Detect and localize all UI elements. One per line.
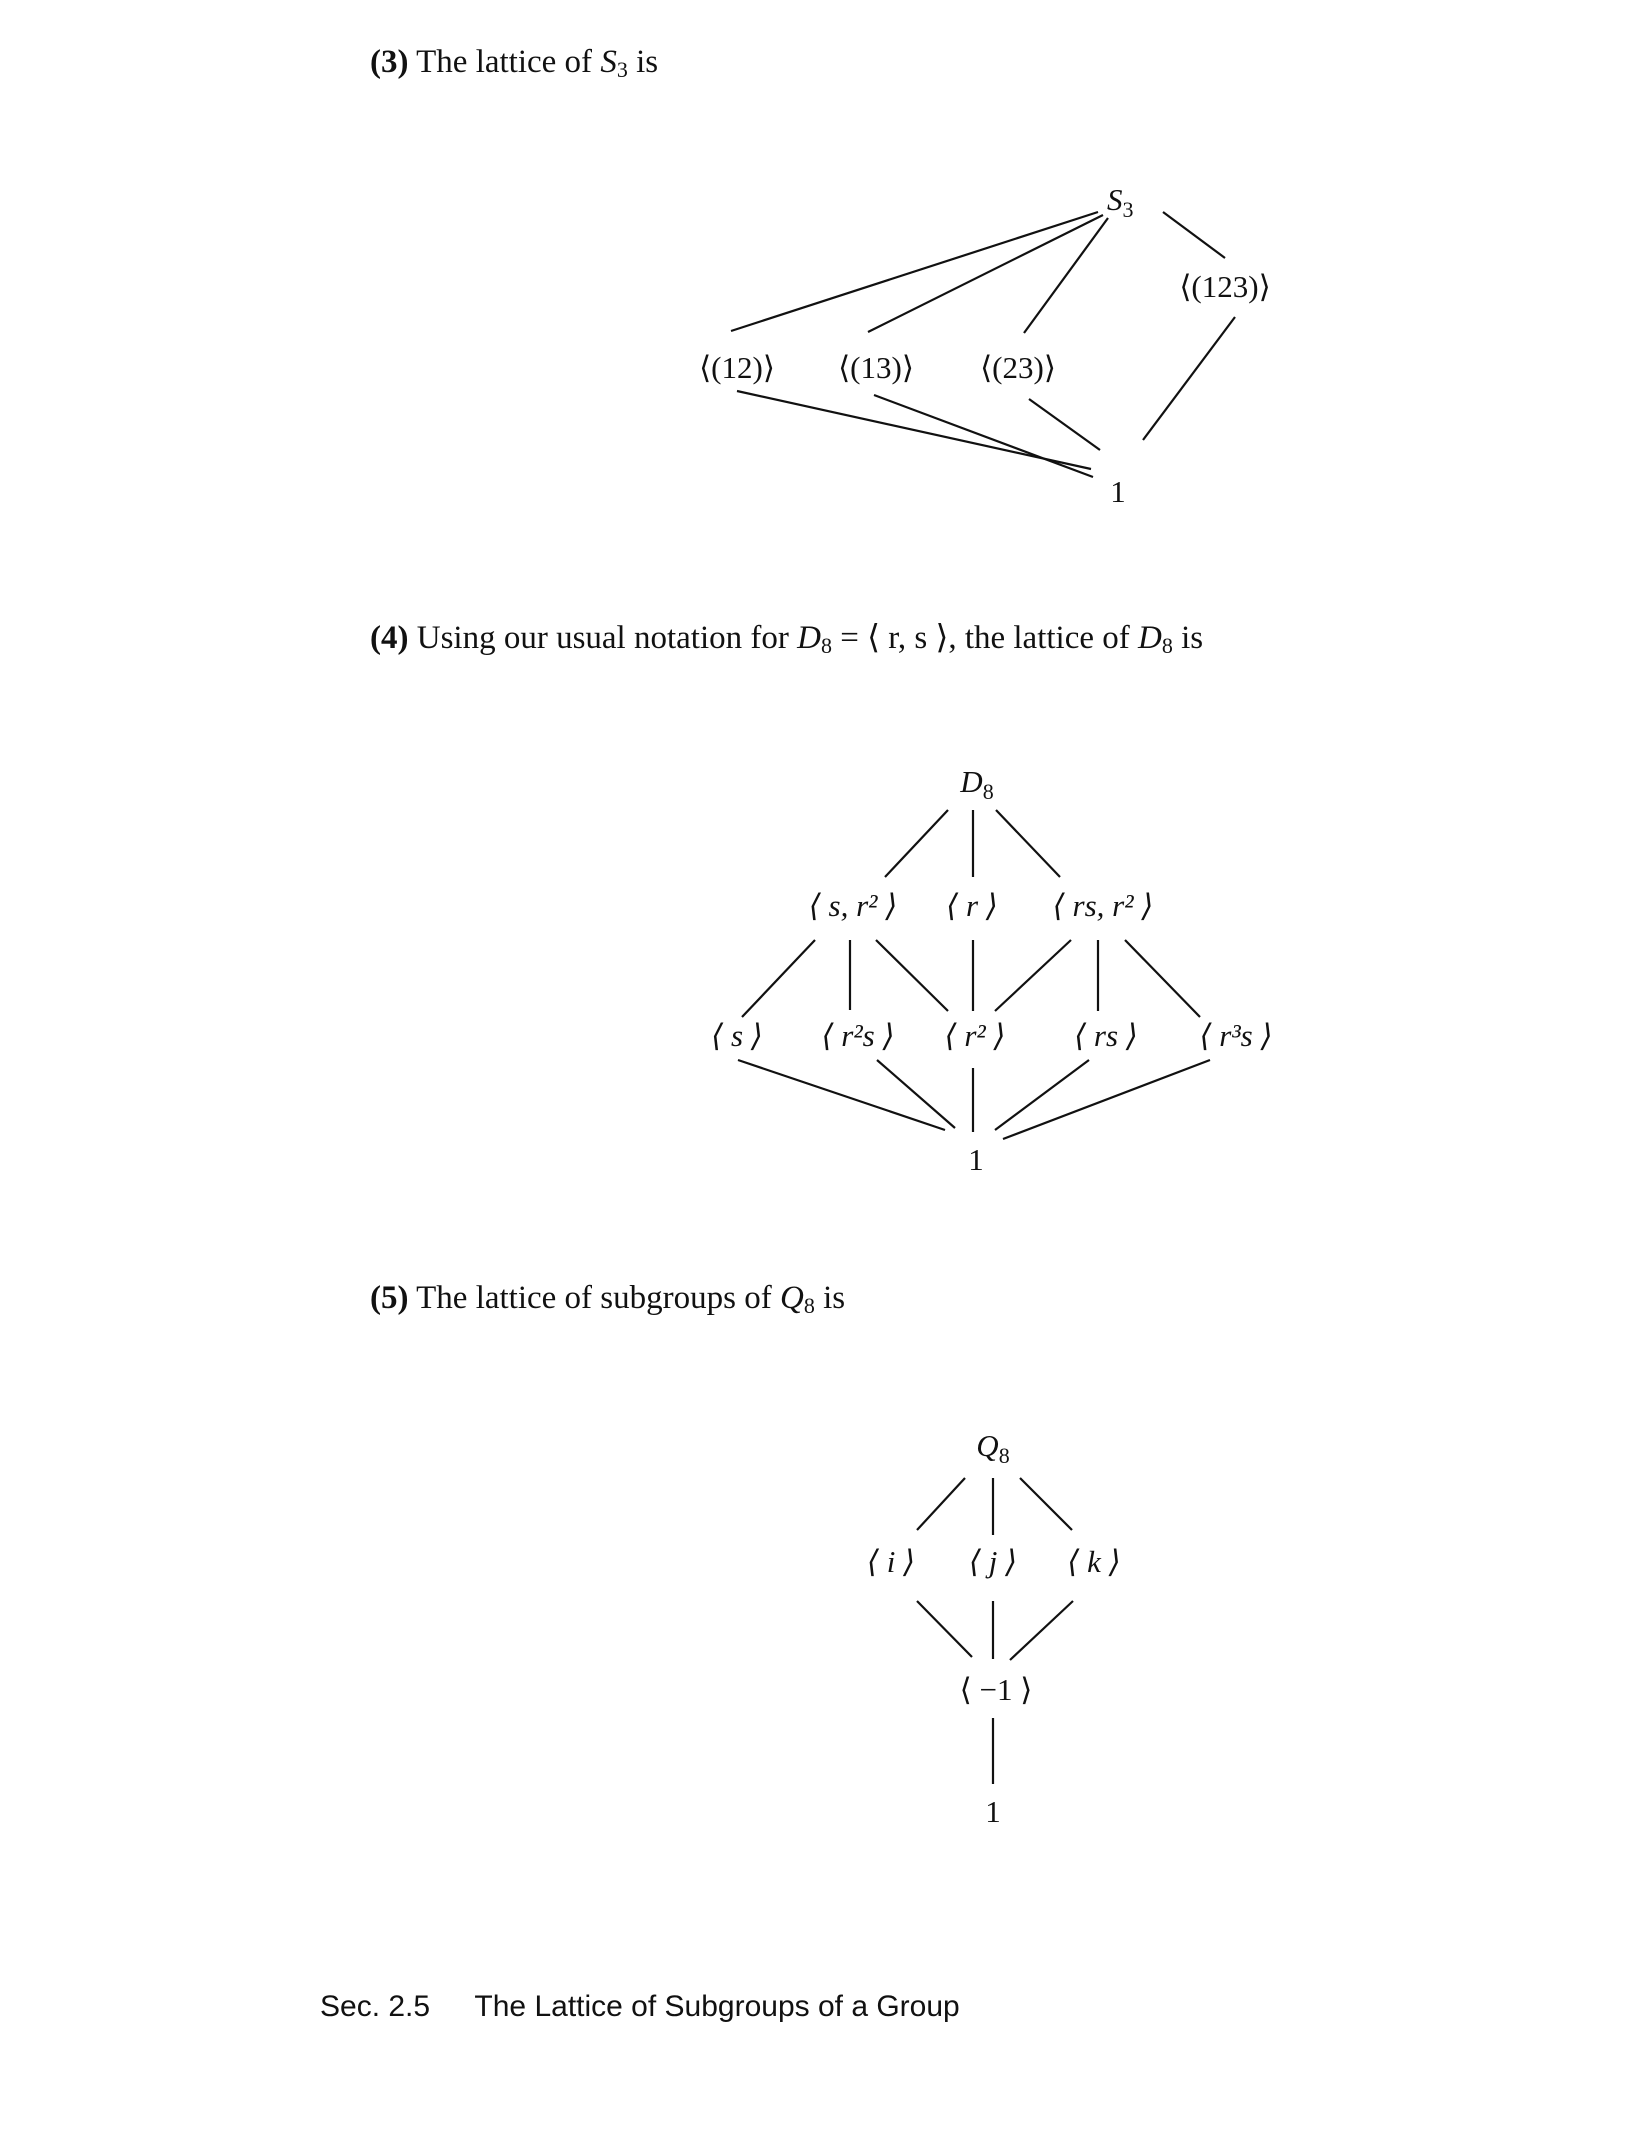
footer-section-title: The Lattice of Subgroups of a Group — [474, 1990, 960, 2023]
page-footer — [320, 1990, 960, 2024]
edge — [995, 940, 1071, 1011]
edge — [742, 940, 815, 1017]
group-subscript: 8 — [820, 633, 832, 658]
edge — [738, 1060, 945, 1130]
heading-text-end: is — [1181, 620, 1204, 656]
edge — [996, 810, 1060, 877]
edge — [876, 940, 948, 1011]
node-minus-one: ⟨ −1 ⟩ — [959, 1672, 1033, 1707]
node-trivial: 1 — [985, 1794, 1001, 1829]
node-rs: ⟨ rs ⟩ — [1074, 1018, 1138, 1053]
node-subgroup-23: ⟨(23)⟩ — [980, 350, 1056, 385]
node-trivial: 1 — [1110, 474, 1126, 509]
presentation-text: = ⟨ r, s ⟩, the lattice of — [840, 620, 1130, 656]
node-d8-top: $D_8$ — [960, 764, 994, 804]
node-i: ⟨ i ⟩ — [866, 1544, 916, 1579]
node-trivial: 1 — [968, 1142, 984, 1177]
lattice-d8 — [711, 764, 1272, 1177]
heading-text: The lattice of — [416, 44, 593, 80]
node-s: ⟨ s ⟩ — [711, 1018, 763, 1053]
edge — [1143, 317, 1235, 440]
node-s-r2: ⟨ s, r² ⟩ — [808, 888, 898, 923]
edge — [1163, 212, 1225, 258]
edge — [1020, 1478, 1072, 1530]
heading-text-end: is — [636, 44, 659, 80]
node-q8-top: $Q_8$ — [976, 1428, 1010, 1468]
edge — [995, 1060, 1089, 1130]
edge — [917, 1478, 965, 1530]
node-r2s: ⟨ r²s ⟩ — [821, 1018, 895, 1053]
edge — [1010, 1601, 1073, 1660]
group-subscript: 3 — [616, 57, 628, 82]
heading-text-end: is — [823, 1280, 846, 1316]
lattice-s3 — [699, 182, 1271, 509]
node-r3s: ⟨ r³s ⟩ — [1199, 1018, 1273, 1053]
node-k: ⟨ k ⟩ — [1067, 1544, 1121, 1579]
heading-text: The lattice of subgroups of — [416, 1280, 772, 1316]
edge — [1024, 218, 1108, 333]
edge — [885, 810, 948, 877]
group-symbol: D — [797, 620, 821, 656]
node-r: ⟨ r ⟩ — [946, 888, 998, 923]
lattice-q8 — [867, 1428, 1121, 1829]
edge — [874, 395, 1093, 477]
node-rs-r2: ⟨ rs, r² ⟩ — [1052, 888, 1154, 923]
node-subgroup-13: ⟨(13)⟩ — [838, 350, 914, 385]
node-j: ⟨ j ⟩ — [968, 1544, 1018, 1579]
node-subgroup-12: ⟨(12)⟩ — [699, 350, 775, 385]
item-number: (3) — [370, 44, 409, 80]
edge — [1125, 940, 1200, 1017]
edge — [1003, 1060, 1210, 1139]
node-r2: ⟨ r² ⟩ — [944, 1018, 1006, 1053]
group-symbol: Q — [779, 1280, 804, 1316]
group-symbol: S — [600, 44, 617, 80]
edge — [731, 212, 1098, 331]
node-s3-top: $S_3$ — [1107, 182, 1134, 222]
group-subscript-2: 8 — [1161, 633, 1173, 658]
edge — [917, 1601, 972, 1657]
footer-section-number: Sec. 2.5 — [320, 1990, 431, 2023]
group-subscript: 8 — [803, 1293, 815, 1318]
edge — [877, 1060, 955, 1128]
node-subgroup-123: ⟨(123)⟩ — [1179, 269, 1271, 304]
group-symbol-2: D — [1138, 620, 1162, 656]
item-number: (4) — [370, 620, 409, 656]
heading-text: Using our usual notation for — [416, 620, 789, 656]
item-number: (5) — [370, 1280, 409, 1316]
edge — [1029, 399, 1100, 450]
